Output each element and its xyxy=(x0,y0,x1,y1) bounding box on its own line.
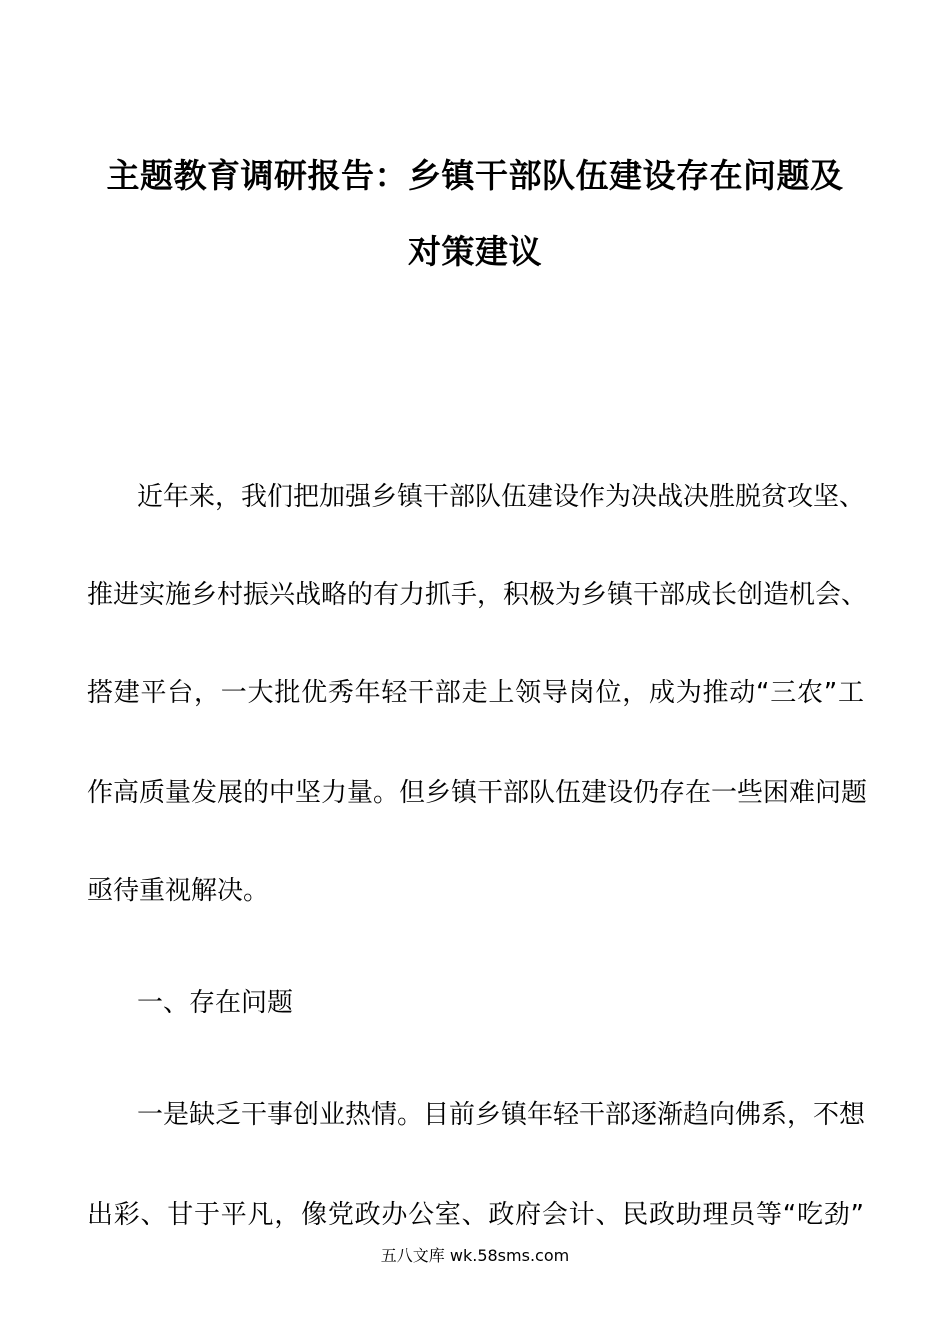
paragraph-1-line-4: 作高质量发展的中坚力量。但乡镇干部队伍建设仍存在一些困难问题 xyxy=(87,778,868,808)
footer-watermark: 五八文库 wk.58sms.com xyxy=(380,1246,570,1265)
document-title-line-2: 对策建议 xyxy=(408,232,542,271)
document-title-line-1: 主题教育调研报告：乡镇干部队伍建设存在问题及 xyxy=(106,156,844,195)
paragraph-2-line-2: 出彩、甘于平凡，像党政办公室、政府会计、民政助理员等“吃劲” xyxy=(87,1200,864,1230)
paragraph-1-line-2: 推进实施乡村振兴战略的有力抓手，积极为乡镇干部成长创造机会、 xyxy=(87,580,868,610)
paragraph-1-line-1: 近年来，我们把加强乡镇干部队伍建设作为决战决胜脱贫攻坚、 xyxy=(137,482,866,512)
paragraph-1-line-5: 亟待重视解决。 xyxy=(87,876,270,906)
paragraph-1-line-3: 搭建平台，一大批优秀年轻干部走上领导岗位，成为推动“三农”工 xyxy=(87,678,864,708)
section-heading: 一、存在问题 xyxy=(137,988,294,1018)
paragraph-2-line-1: 一是缺乏干事创业热情。目前乡镇年轻干部逐渐趋向佛系，不想 xyxy=(137,1100,866,1130)
